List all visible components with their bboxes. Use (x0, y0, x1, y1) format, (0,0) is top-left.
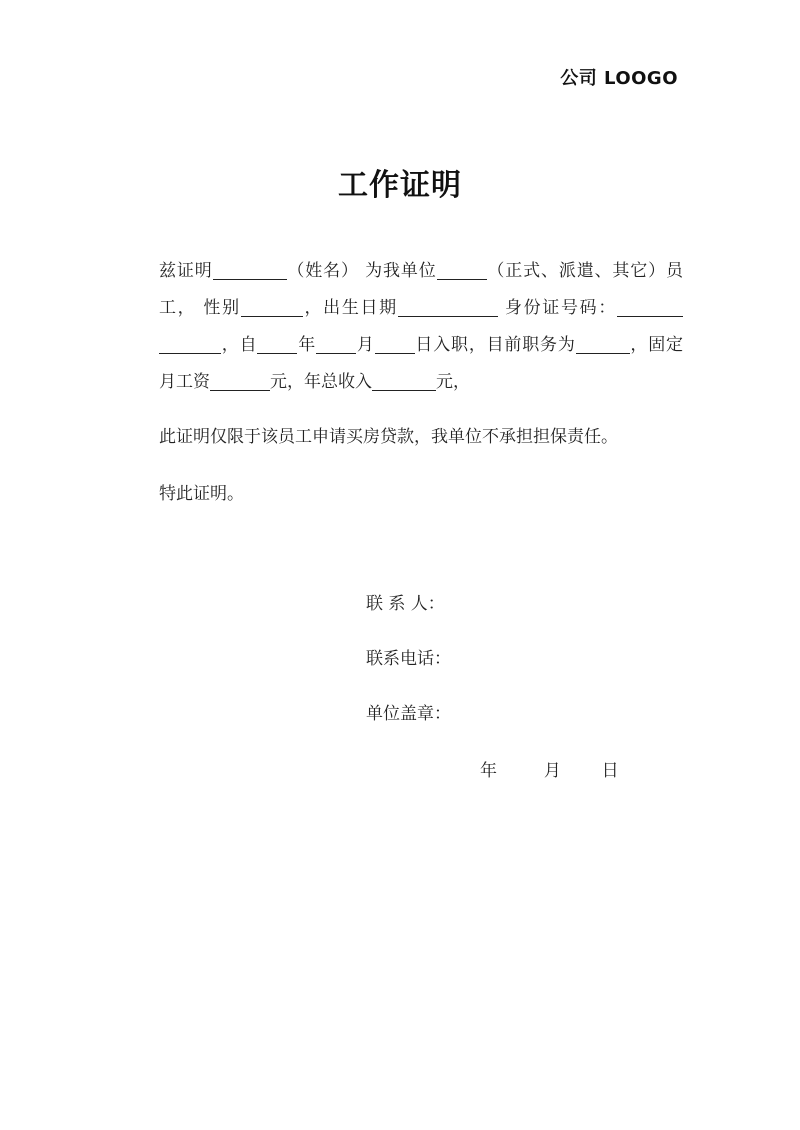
text-segment: 兹证明 (159, 261, 213, 281)
certificate-paragraph (123, 253, 683, 401)
disclaimer-text: 此证明仅限于该员工申请买房贷款，我单位不承担担保责任。 (159, 427, 618, 447)
unit-seal-label: 单位盖章： (366, 704, 451, 724)
text-segment: ，固定月工资 (159, 335, 684, 392)
text-segment: 元，年总收入 (270, 372, 372, 392)
id-number-blank-cont[interactable] (159, 334, 221, 354)
birth-date-blank[interactable] (398, 297, 498, 317)
contact-person-label: 联 系 人： (366, 594, 445, 614)
closing-paragraph (123, 476, 683, 513)
disclaimer-paragraph (123, 419, 683, 456)
date-day: 日 (601, 761, 619, 781)
text-segment: 身份证号码： (504, 298, 618, 318)
text-segment: （正式、派遣、其它）员工， 性别 (159, 261, 684, 318)
text-segment: 元， (436, 372, 470, 392)
contact-phone-label: 联系电话： (366, 649, 451, 669)
company-logo: 公司 LOOGO (560, 68, 678, 89)
position-blank[interactable] (576, 334, 630, 354)
date-year: 年 (480, 761, 497, 781)
name-blank[interactable] (213, 260, 287, 280)
employment-type-blank[interactable] (437, 260, 487, 280)
text-segment: ，出生日期 (302, 298, 398, 318)
text-segment: 日入职，目前职务为 (414, 335, 576, 355)
text-segment: ，自 (221, 335, 258, 355)
date-month: 月 (543, 761, 561, 781)
entry-month-blank[interactable] (316, 334, 356, 354)
entry-year-blank[interactable] (257, 334, 297, 354)
gender-blank[interactable] (241, 297, 303, 317)
text-segment: （姓名） 为我单位 (286, 261, 437, 281)
monthly-salary-blank[interactable] (210, 371, 270, 391)
text-segment: 月 (356, 335, 375, 355)
text-segment: 年 (297, 335, 317, 355)
annual-income-blank[interactable] (372, 371, 436, 391)
date-line (480, 756, 619, 781)
id-number-blank[interactable] (617, 297, 683, 317)
entry-day-blank[interactable] (375, 334, 415, 354)
closing-text: 特此证明。 (159, 484, 244, 504)
document-title: 工作证明 (338, 168, 462, 203)
